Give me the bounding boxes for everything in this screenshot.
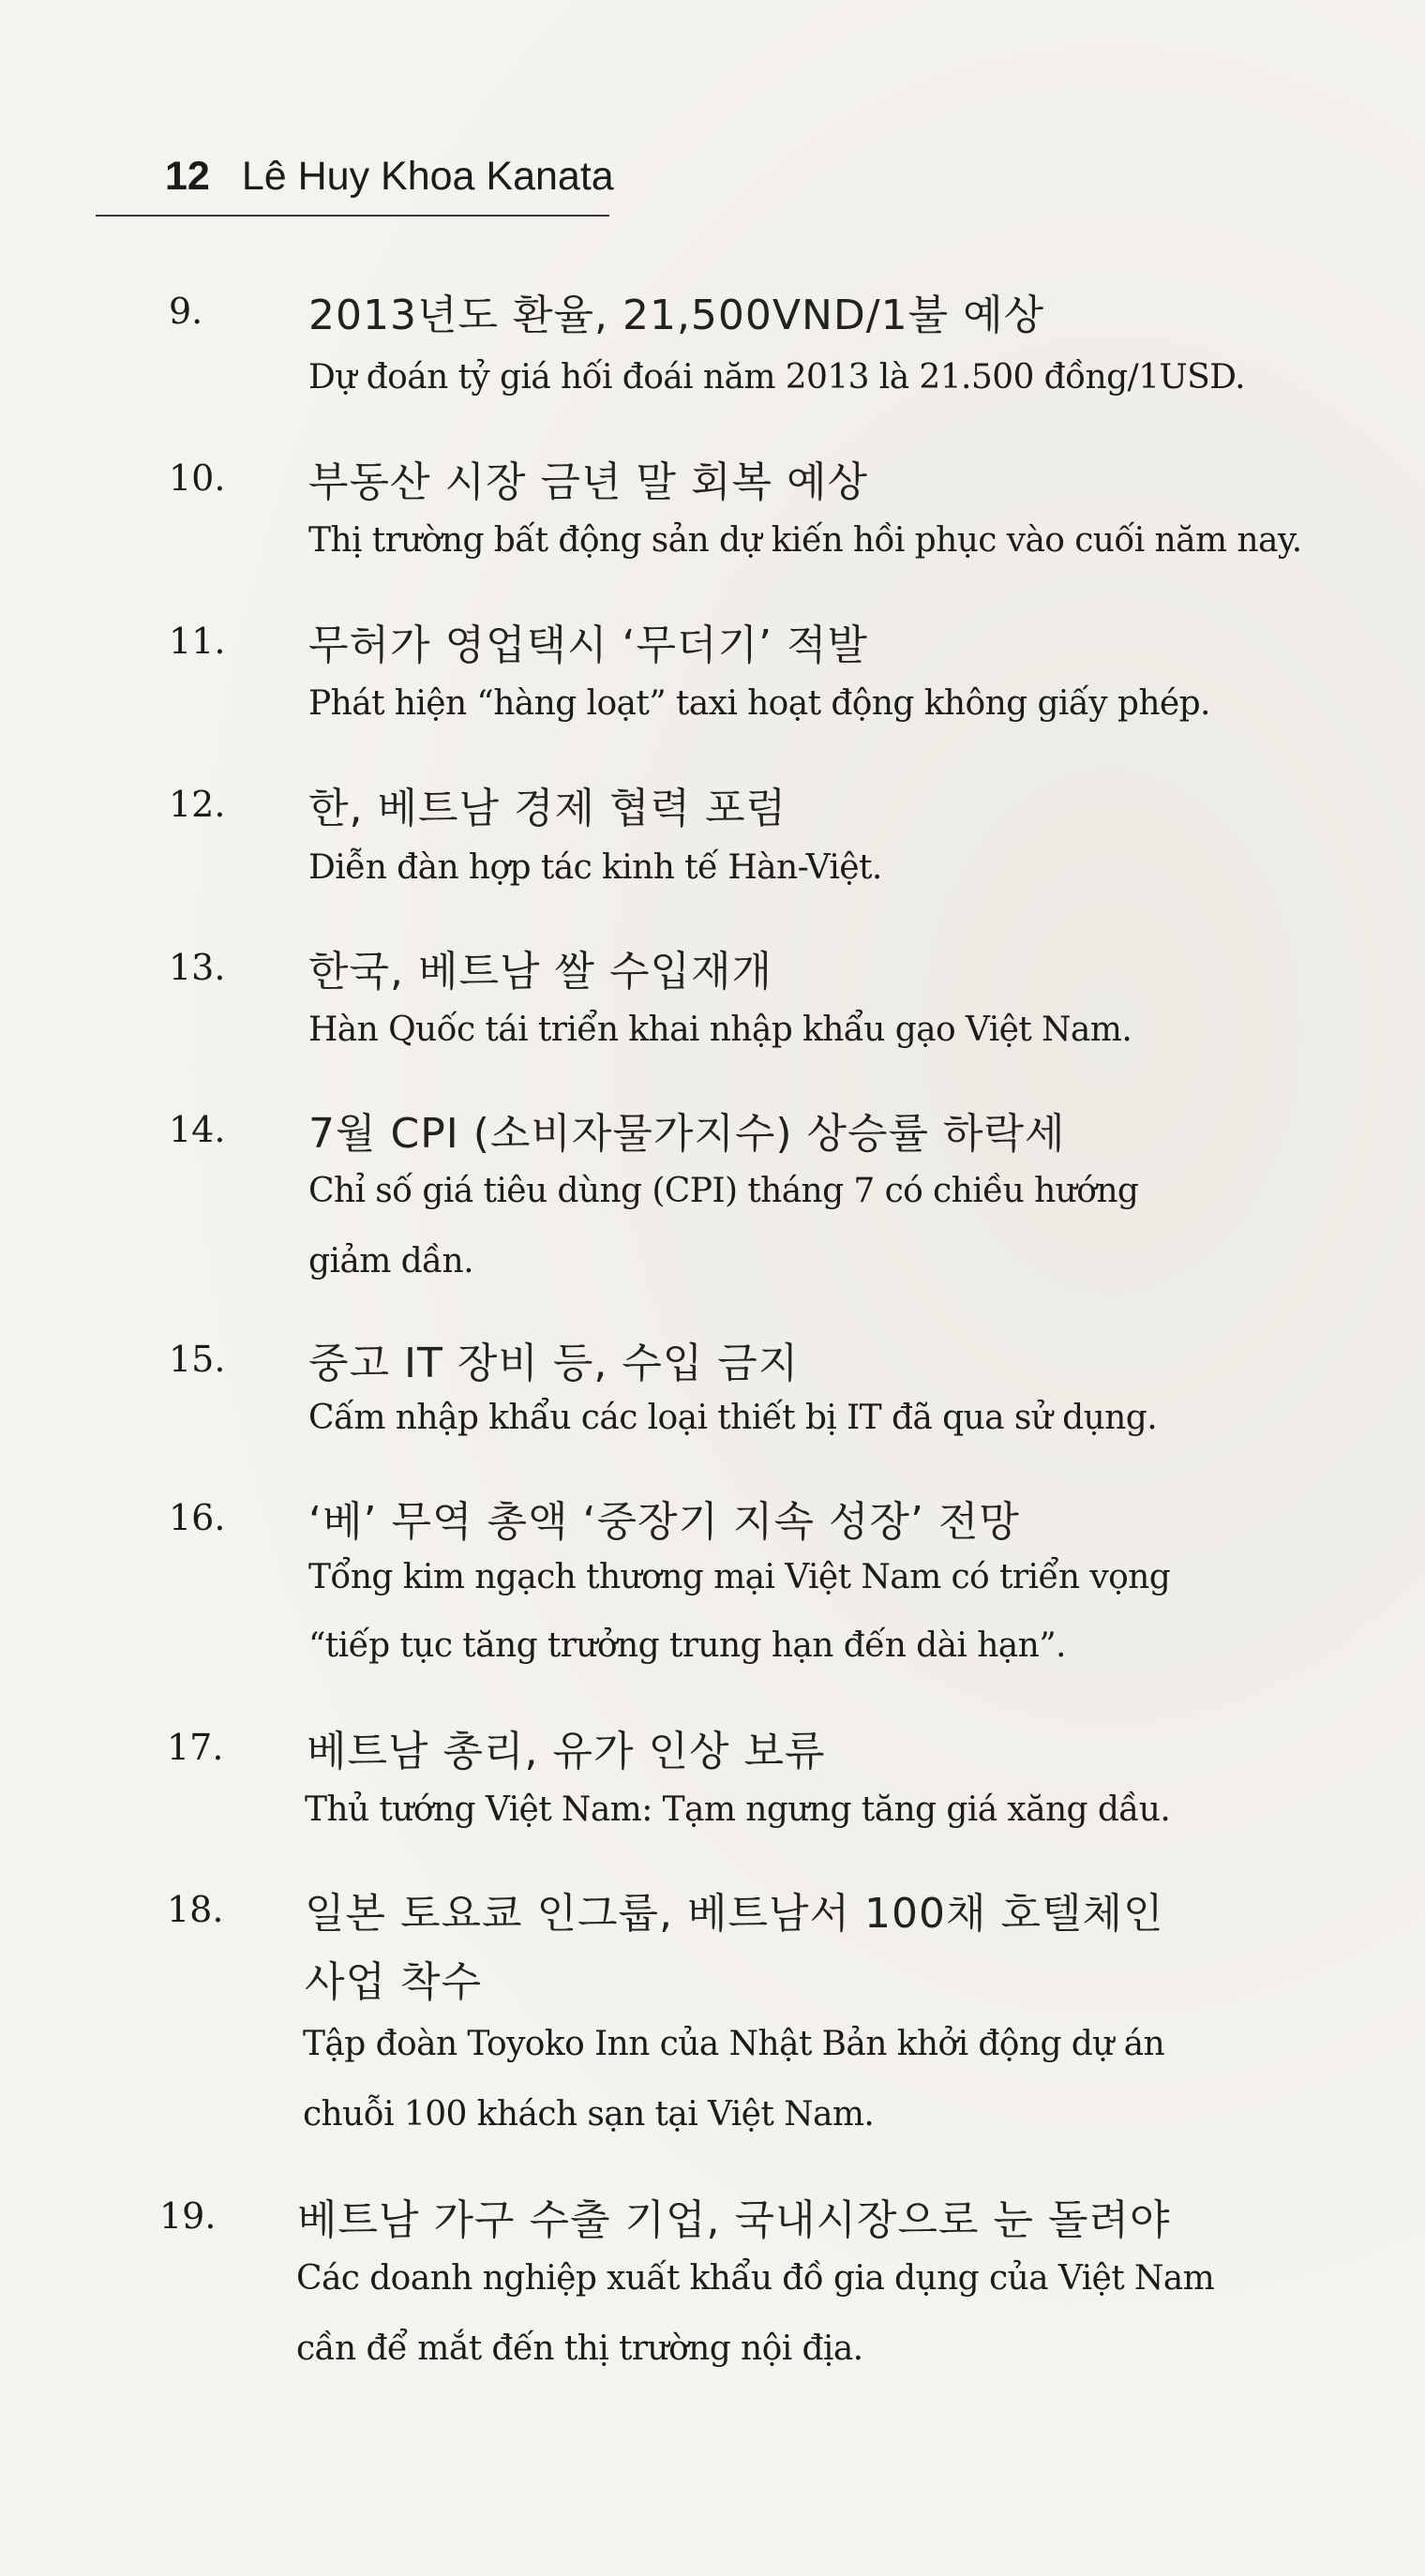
korean-headline: 7월 CPI (소비자물가지수) 상승률 하락세 <box>308 1110 1066 1158</box>
vietnamese-translation-continued: “tiếp tục tăng trưởng trung hạn đến dài hạn”. <box>308 1626 1066 1665</box>
item-number: 9. <box>169 291 203 332</box>
vietnamese-translation: Hàn Quốc tái triển khai nhập khẩu gạo Việt Nam. <box>308 1011 1132 1049</box>
item-number: 16. <box>169 1497 226 1538</box>
vietnamese-translation: Các doanh nghiệp xuất khẩu đồ gia dụng của Việt Nam <box>296 2259 1215 2298</box>
vietnamese-translation: Diễn đàn hợp tác kinh tế Hàn-Việt. <box>308 848 882 887</box>
vietnamese-translation-continued: giảm dần. <box>308 1242 473 1281</box>
vietnamese-translation-continued: cần để mắt đến thị trường nội địa. <box>296 2329 863 2368</box>
korean-headline: 베트남 총리, 유가 인상 보류 <box>307 1728 826 1775</box>
running-header <box>165 154 614 200</box>
vietnamese-translation: Cấm nhập khẩu các loại thiết bị IT đã qua sử dụng. <box>308 1399 1158 1437</box>
korean-headline-continued: 사업 착수 <box>305 1958 483 2006</box>
korean-headline: 일본 토요쿄 인그룹, 베트남서 100채 호텔체인 <box>305 1890 1164 1938</box>
korean-headline: 한국, 베트남 쌀 수입재개 <box>308 948 772 996</box>
korean-headline: 2013년도 환율, 21,500VND/1불 예상 <box>308 292 1045 339</box>
vietnamese-translation: Thủ tướng Việt Nam: Tạm ngưng tăng giá xăng dầu. <box>305 1790 1171 1829</box>
item-number: 19. <box>159 2195 217 2237</box>
vietnamese-translation: Chỉ số giá tiêu dùng (CPI) tháng 7 có chiều hướng <box>308 1172 1139 1210</box>
item-number: 11. <box>169 621 226 662</box>
item-number: 12. <box>169 784 226 825</box>
vietnamese-translation-continued: chuỗi 100 khách sạn tại Việt Nam. <box>303 2095 875 2134</box>
vietnamese-translation: Tổng kim ngạch thương mại Việt Nam có triển vọng <box>308 1558 1171 1596</box>
korean-headline: 부동산 시장 금년 말 회복 예상 <box>308 458 868 506</box>
item-number: 15. <box>169 1339 226 1380</box>
author-name: Lê Huy Khoa Kanata <box>241 154 614 199</box>
item-number: 13. <box>169 947 226 988</box>
item-number: 18. <box>167 1889 224 1930</box>
item-number: 10. <box>169 457 226 499</box>
vietnamese-translation: Tập đoàn Toyoko Inn của Nhật Bản khởi động dự án <box>303 2025 1165 2063</box>
korean-headline: 중고 IT 장비 등, 수입 금지 <box>308 1340 800 1387</box>
korean-headline: 무허가 영업택시 ‘무더기’ 적발 <box>308 622 868 669</box>
vietnamese-translation: Thị trường bất động sản dự kiến hồi phục vào cuối năm nay. <box>308 521 1302 560</box>
korean-headline: 베트남 가구 수출 기업, 국내시장으로 눈 돌려야 <box>297 2196 1171 2244</box>
korean-headline: ‘베’ 무역 총액 ‘중장기 지속 성장’ 전망 <box>308 1498 1020 1546</box>
vietnamese-translation: Phát hiện “hàng loạt” taxi hoạt động không giấy phép. <box>308 684 1210 723</box>
header-rule <box>96 215 609 217</box>
korean-headline: 한, 베트남 경제 협력 포럼 <box>308 785 787 832</box>
page-number: 12 <box>165 154 210 199</box>
item-number: 14. <box>169 1109 226 1150</box>
item-number: 17. <box>167 1727 224 1768</box>
vietnamese-translation: Dự đoán tỷ giá hối đoái năm 2013 là 21.500 đồng/1USD. <box>308 358 1245 397</box>
